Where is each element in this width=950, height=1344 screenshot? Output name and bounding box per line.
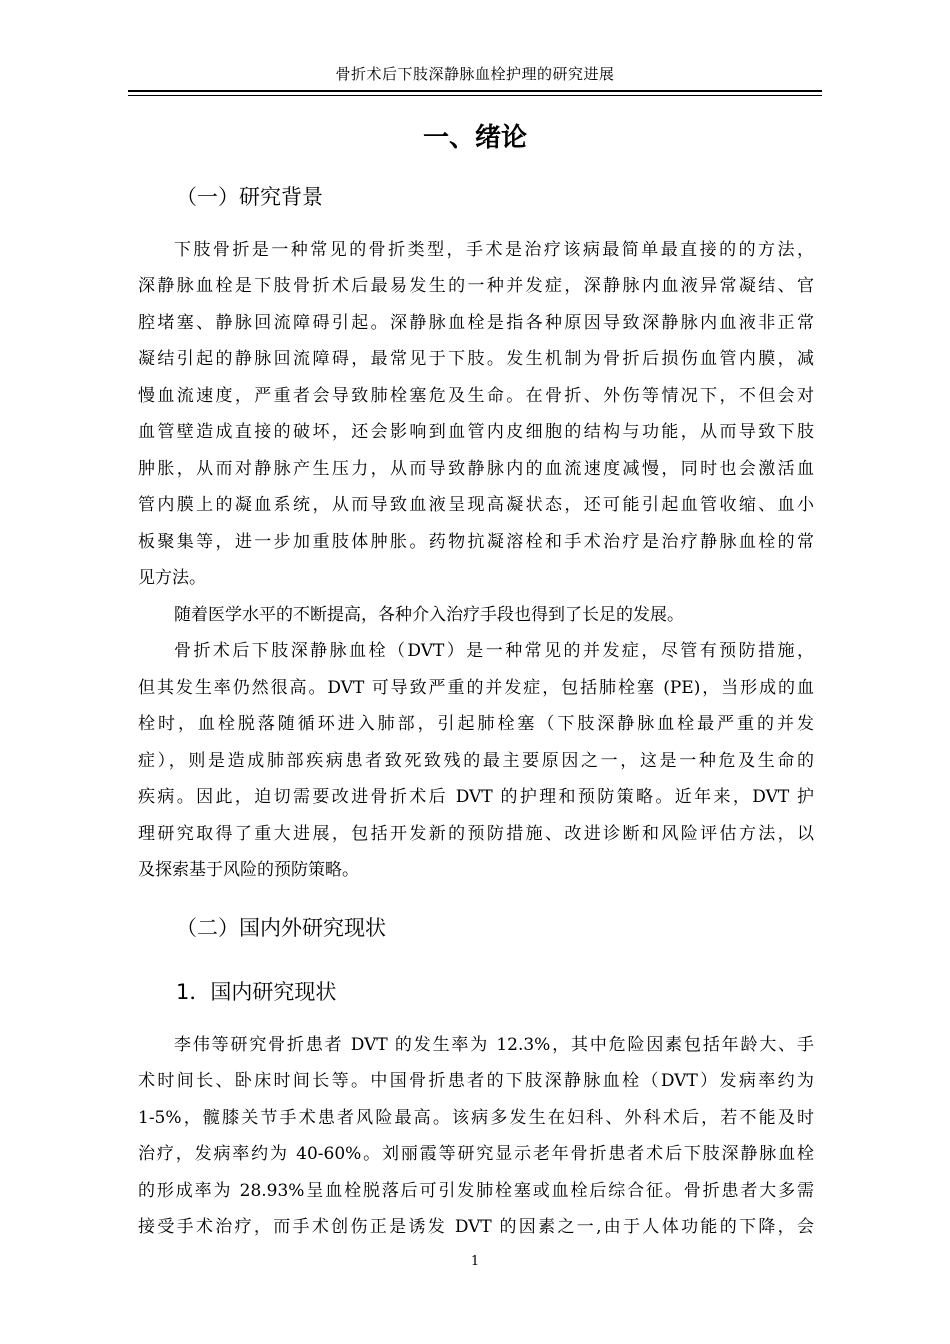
text-line: 术时间长、卧床时间长等。中国骨折患者的下肢深静脉血栓（DVT）发病率约为: [138, 1071, 814, 1091]
chapter-title: 一、绪论: [422, 123, 527, 153]
section-title-status: （二）国内外研究现状: [176, 916, 386, 940]
text-line: 李伟等研究骨折患者 DVT 的发生率为 12.3%，其中危险因素包括年龄大、手: [174, 1035, 814, 1055]
text-line: 疾病。因此，迫切需要改进骨折术后 DVT 的护理和预防策略。近年来，DVT 护: [138, 787, 814, 807]
text-line: 血管壁造成直接的破坏，还会影响到血管内皮细胞的结构与功能，从而导致下肢: [138, 422, 814, 442]
header-rule-thin: [128, 95, 822, 96]
text-line: 接受手术治疗，而手术创伤正是诱发 DVT 的因素之一,由于人体功能的下降，会: [138, 1217, 814, 1237]
header-rule-thick: [128, 90, 822, 92]
running-header: 骨折术后下肢深静脉血栓护理的研究进展: [335, 65, 615, 83]
text-line: 凝结引起的静脉回流障碍，最常见于下肢。发生机制为骨折后损伤血管内膜，减: [138, 349, 814, 369]
text-line: 但其发生率仍然很高。DVT 可导致严重的并发症，包括肺栓塞 (PE)，当形成的血: [138, 678, 814, 698]
text-line: 随着医学水平的不断提高，各种介入治疗手段也得到了长足的发展。: [174, 605, 684, 625]
text-line: 板聚集等，进一步加重肢体肿胀。药物抗凝溶栓和手术治疗是治疗静脉血栓的常: [138, 532, 814, 552]
text-line: 见方法。: [138, 568, 206, 588]
text-line: 深静脉血栓是下肢骨折术后最易发生的一种并发症，深静脉内血液异常凝结、官: [138, 276, 814, 296]
text-line: 管内膜上的凝血系统，从而导致血液呈现高凝状态，还可能引起血管收缩、血小: [138, 495, 814, 515]
text-line: 1-5%，髋膝关节手术患者风险最高。该病多发生在妇科、外科术后，若不能及时: [138, 1108, 814, 1128]
text-line: 下肢骨折是一种常见的骨折类型，手术是治疗该病最简单最直接的的方法，: [174, 240, 814, 260]
text-line: 栓时，血栓脱落随循环进入肺部，引起肺栓塞（下肢深静脉血栓最严重的并发: [138, 714, 814, 734]
text-line: 骨折术后下肢深静脉血栓（DVT）是一种常见的并发症，尽管有预防措施，: [174, 641, 814, 661]
text-line: 的形成率为 28.93%呈血栓脱落后可引发肺栓塞或血栓后综合征。骨折患者大多需: [138, 1181, 814, 1201]
subsection-title-domestic: 1．国内研究现状: [176, 980, 337, 1004]
page-number: 1: [470, 1254, 480, 1269]
text-line: 症），则是造成肺部疾病患者致死致残的最主要原因之一，这是一种危及生命的: [138, 751, 814, 771]
text-line: 慢血流速度，严重者会导致肺栓塞危及生命。在骨折、外伤等情况下，不但会对: [138, 386, 814, 406]
text-line: 理研究取得了重大进展，包括开发新的预防措施、改进诊断和风险评估方法，以: [138, 824, 814, 844]
text-line: 及探索基于风险的预防策略。: [138, 860, 359, 880]
text-line: 腔堵塞、静脉回流障碍引起。深静脉血栓是指各种原因导致深静脉内血液非正常: [138, 313, 814, 333]
section-title-background: （一）研究背景: [176, 185, 323, 209]
text-line: 肿胀，从而对静脉产生压力，从而导致静脉内的血流速度减慢，同时也会激活血: [138, 459, 814, 479]
text-line: 治疗，发病率约为 40-60%。刘丽霞等研究显示老年骨折患者术后下肢深静脉血栓: [138, 1144, 814, 1164]
